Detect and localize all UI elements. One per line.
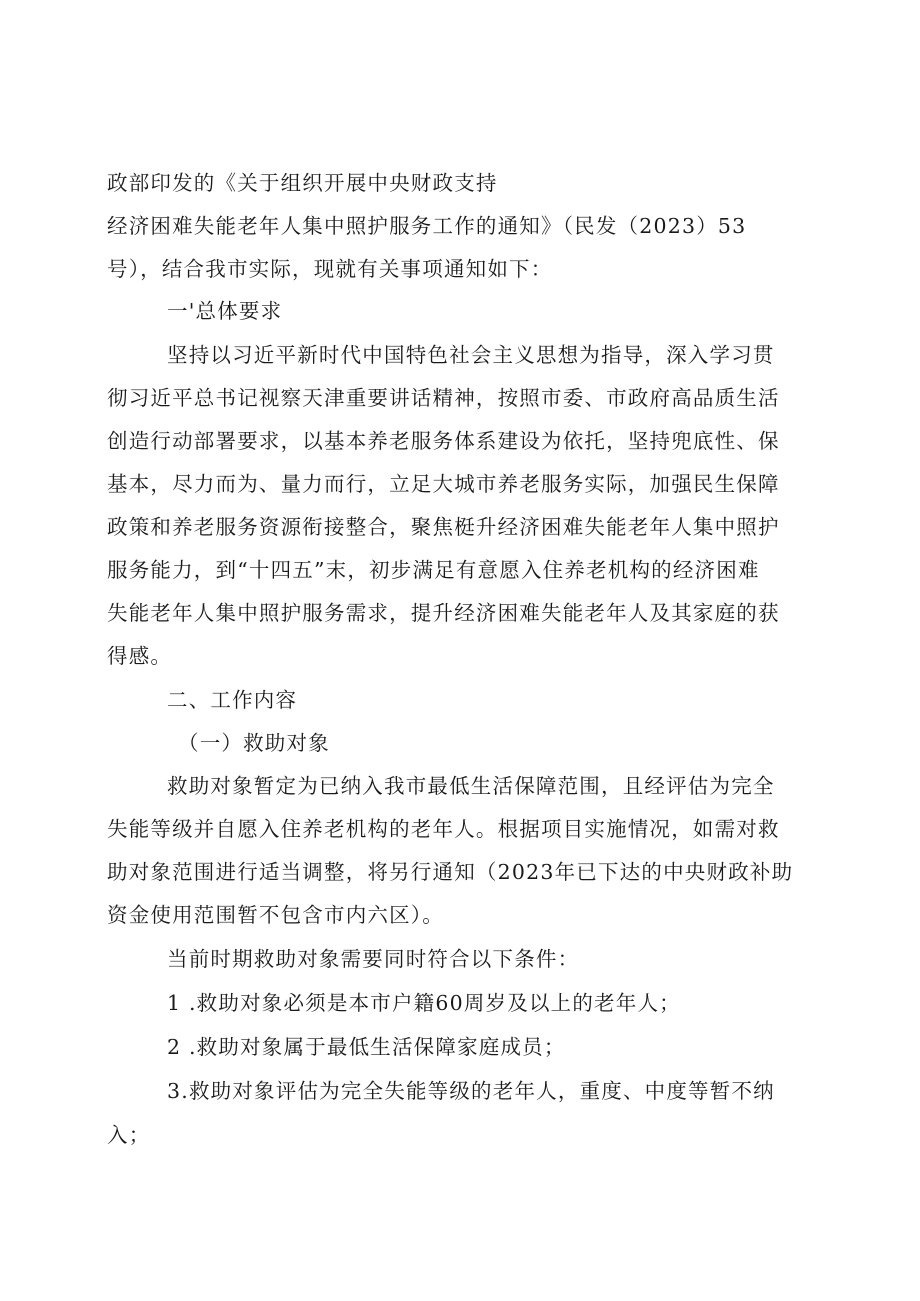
subsection-heading-1: （一）救助对象 (178, 731, 330, 755)
paragraph2-line-2: 失能等级并自愿入住养老机构的老年人。根据项目实施情况，如需对救 (107, 817, 780, 841)
paragraph-line-7: 失能老年人集中照护服务需求，提升经济困难失能老年人及其家庭的获 (107, 601, 780, 625)
conditions-intro: 当前时期救助对象需要同时符合以下条件： (167, 947, 580, 971)
paragraph2-line-1: 救助对象暂定为已纳入我市最低生活保障范围，且经评估为完全 (167, 774, 775, 798)
condition-item-1: 1 .救助对象必须是本市户籍60周岁及以上的老年人； (167, 991, 681, 1015)
paragraph2-line-3: 助对象范围进行适当调整，将另行通知（2023年已下达的中央财政补助 (107, 860, 794, 884)
paragraph2-line-4: 资金使用范围暂不包含市内六区）。 (107, 903, 444, 927)
paragraph-line-4: 基本，尽力而为、量力而行，立足大城市养老服务实际，加强民生保障 (107, 472, 780, 496)
text-line-3: 号），结合我市实际，现就有关事项通知如下： (107, 257, 553, 281)
paragraph-line-5: 政策和养老服务资源衔接整合，聚焦梃升经济困难失能老年人集中照护 (107, 515, 780, 539)
section-heading-2: 二、工作内容 (167, 688, 298, 712)
section-heading-1: 一'总体要求 (167, 299, 283, 323)
condition-item-3-cont: 入； (107, 1123, 151, 1147)
paragraph-line-8: 得感。 (107, 644, 173, 668)
condition-item-3: 3.救助对象评估为完全失能等级的老年人，重度、中度等暂不纳 (167, 1079, 775, 1103)
paragraph-line-2: 彻习近平总书记视察天津重要讲话精神，按照市委、市政府高品质生活 (107, 386, 780, 410)
paragraph-line-1: 坚持以习近平新时代中国特色社会主义思想为指导，深入学习贯 (167, 343, 775, 367)
paragraph-line-3: 创造行动部署要求，以基本养老服务体系建设为依托，坚持兜底性、保 (107, 429, 780, 453)
paragraph-line-6: 服务能力，到“十四五”末，初步满足有意愿入住养老机构的经济困难 (107, 558, 760, 582)
condition-item-2: 2 .救助对象属于最低生活保障家庭成员； (167, 1035, 566, 1059)
text-line-1: 政部印发的《关于组织开展中央财政支持 (107, 171, 498, 195)
text-line-2: 经济困难失能老年人集中照护服务工作的通知》（民发（2023）53 (107, 214, 747, 238)
